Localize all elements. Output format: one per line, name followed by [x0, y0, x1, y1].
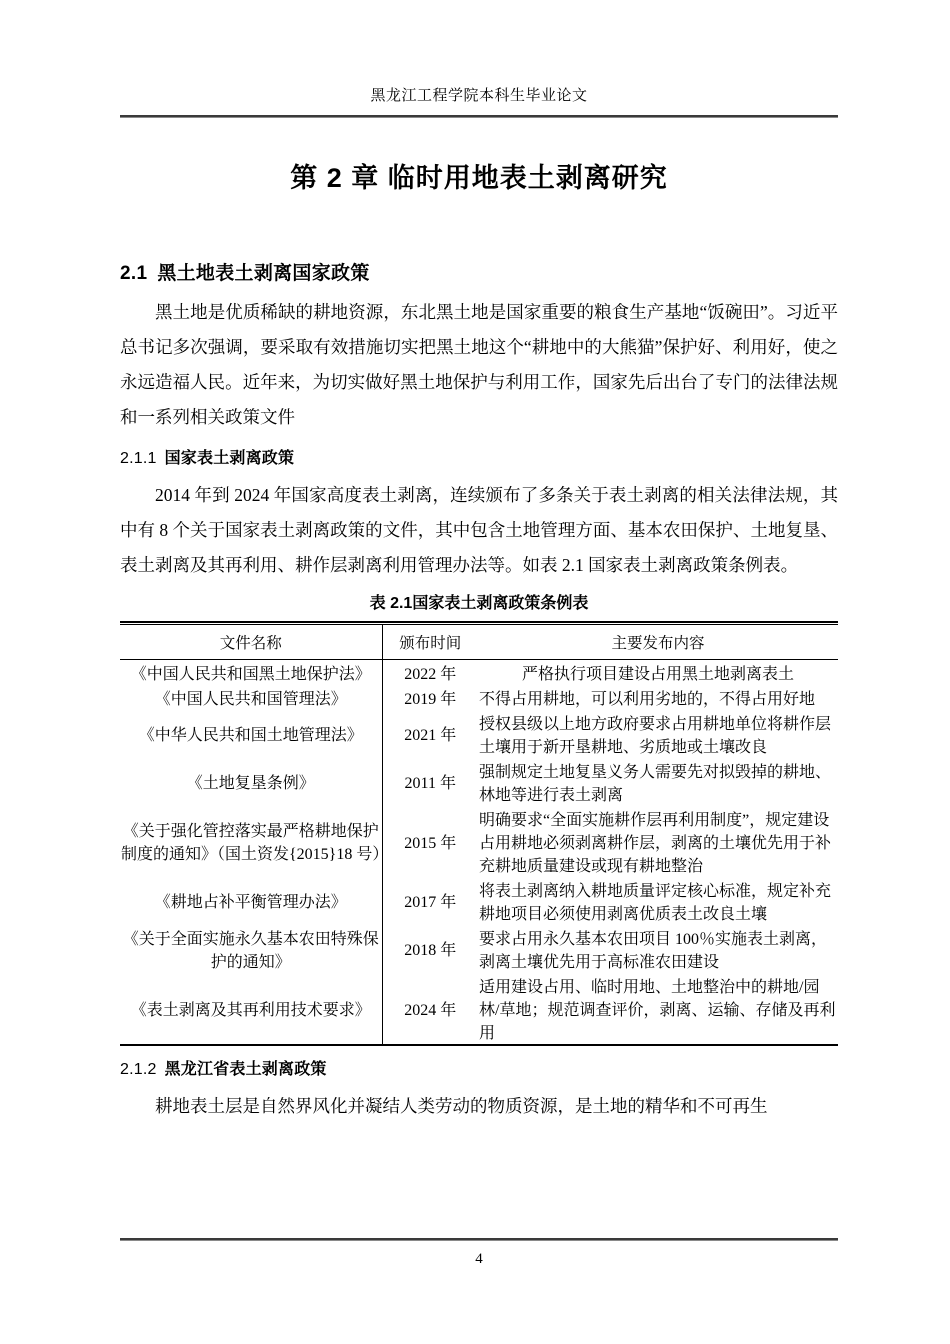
cell-publish-year: 2011 年: [404, 775, 456, 793]
table-row: [120, 973, 838, 1044]
paragraph-2-1: 黑土地是优质稀缺的耕地资源，东北黑土地是国家重要的粮食生产基地“饭碗田”。习近平总书记多次强调，要采取有效措施切实把黑土地这个“耕地中的大熊猫”保护好、利用好，使之永远造福人民。近年来，为切实做好黑土地保护与利用工作，国家先后出台了专门的法律法规和一系列相关政策文件: [120, 301, 838, 427]
column-header-year: 颁布时间: [399, 634, 462, 652]
section-heading-2-1: [120, 259, 838, 289]
subsection-title-2-1-1: 国家表土剥离政策: [164, 449, 295, 467]
paragraph-2-1-2: 耕地表土层是自然界风化并凝结人类劳动的物质资源，是土地的精华和不可再生: [155, 1095, 768, 1116]
table-row: [120, 877, 838, 925]
cell-document-name: 《耕地占补平衡管理办法》: [120, 877, 382, 925]
column-header-name: 文件名称: [120, 625, 382, 659]
cell-document-name: 《关于强化管控落实最严格耕地保护制度的通知》（国土资发{2015}18 号）: [120, 806, 382, 877]
table-row: [120, 710, 838, 758]
cell-document-name: 《中华人民共和国土地管理法》: [120, 710, 382, 758]
subsection-number-2-1-1: 2.1.1: [120, 449, 157, 467]
chapter-title: 第 2 章 临时用地表土剥离研究: [290, 163, 668, 193]
paragraph-2-1-1: 2014 年到 2024 年国家高度表土剥离，连续颁布了多条关于表土剥离的相关法律法规，其中有 8 个关于国家表土剥离政策的文件，其中包含土地管理方面、基本农田保护、土地复垦、表土剥离及其再利用、耕作层剥离利用管理办法等。如表 2.1 国家表土剥离政策条例表。: [120, 485, 838, 576]
cell-document-name: 《中国人民共和国黑土地保护法》: [120, 660, 382, 685]
table-body-holder: [120, 660, 838, 1044]
cell-main-content: 要求占用永久基本农田项目 100％实施表土剥离，剥离土壤优先用于高标准农田建设: [479, 930, 828, 971]
section-title-2-1: 黑土地表土剥离国家政策: [157, 262, 370, 284]
policy-table: [120, 621, 838, 1046]
cell-publish-year: 2017 年: [404, 894, 457, 912]
section-number-2-1: 2.1: [120, 262, 148, 284]
table-caption-text: 国家表土剥离政策条例表: [412, 595, 589, 613]
cell-document-name: 《关于全面实施永久基本农田特殊保护的通知》: [120, 925, 382, 973]
running-header: [120, 86, 838, 107]
cell-document-name: 《表土剥离及其再利用技术要求》: [120, 973, 382, 1044]
subsection-title-2-1-2: 黑龙江省表土剥离政策: [164, 1060, 327, 1078]
document-body: [120, 158, 838, 1124]
table-bottom-rule: [120, 1044, 838, 1046]
cell-main-content: 适用建设占用、临时用地、土地整治中的耕地/园林/草地；规范调查评价，剥离、运输、存储及再利用: [479, 978, 836, 1042]
cell-main-content: 授权县级以上地方政府要求占用耕地单位将耕作层土壤用于新开垦耕地、劣质地或土壤改良: [479, 715, 832, 756]
cell-main-content: 不得占用耕地，可以利用劣地的，不得占用好地: [479, 690, 816, 708]
table-row: [120, 660, 838, 685]
table-caption: [120, 591, 838, 617]
cell-publish-year: 2021 年: [404, 727, 457, 745]
table-row: [120, 758, 838, 806]
cell-publish-year: 2018 年: [404, 942, 457, 960]
cell-main-content: 严格执行项目建设占用黑土地剥离表土: [521, 665, 794, 683]
table-row: [120, 925, 838, 973]
table-header-row: [120, 625, 838, 659]
table-body: [120, 660, 839, 1044]
header-divider-rule: [120, 115, 838, 118]
table-row: [120, 685, 838, 710]
cell-publish-year: 2024 年: [404, 1001, 457, 1019]
table-row: [120, 806, 838, 877]
subsection-heading-2-1-1: [120, 445, 838, 472]
subsection-heading-2-1-2: [120, 1056, 838, 1083]
cell-main-content: 将表土剥离纳入耕地质量评定核心标准，规定补充耕地项目必须使用剥离优质表土改良土壤: [479, 882, 832, 923]
table-header: [120, 625, 838, 659]
cell-publish-year: 2019 年: [404, 690, 457, 708]
table-caption-label: 表 2.1: [369, 595, 413, 613]
page-footer: [120, 1249, 838, 1270]
cell-document-name: 《中国人民共和国管理法》: [120, 685, 382, 710]
column-header-desc: 主要发布内容: [611, 634, 705, 652]
cell-publish-year: 2022 年: [404, 665, 457, 683]
cell-main-content: 强制规定土地复垦义务人需要先对拟毁掉的耕地、林地等进行表土剥离: [479, 763, 832, 804]
cell-publish-year: 2015 年: [404, 834, 457, 852]
running-header-text: 黑龙江工程学院本科生毕业论文: [370, 88, 588, 104]
subsection-number-2-1-2: 2.1.2: [120, 1060, 157, 1078]
cell-document-name: 《土地复垦条例》: [120, 758, 382, 806]
page-number: 4: [475, 1251, 483, 1267]
footer-divider-rule: [120, 1238, 838, 1241]
table-column-divider: [382, 660, 383, 1044]
cell-main-content: 明确要求“全面实施耕作层再利用制度”，规定建设占用耕地必须剥离耕作层，剥离的土壤优先用于补充耕地质量建设或现有耕地整治: [479, 811, 832, 875]
